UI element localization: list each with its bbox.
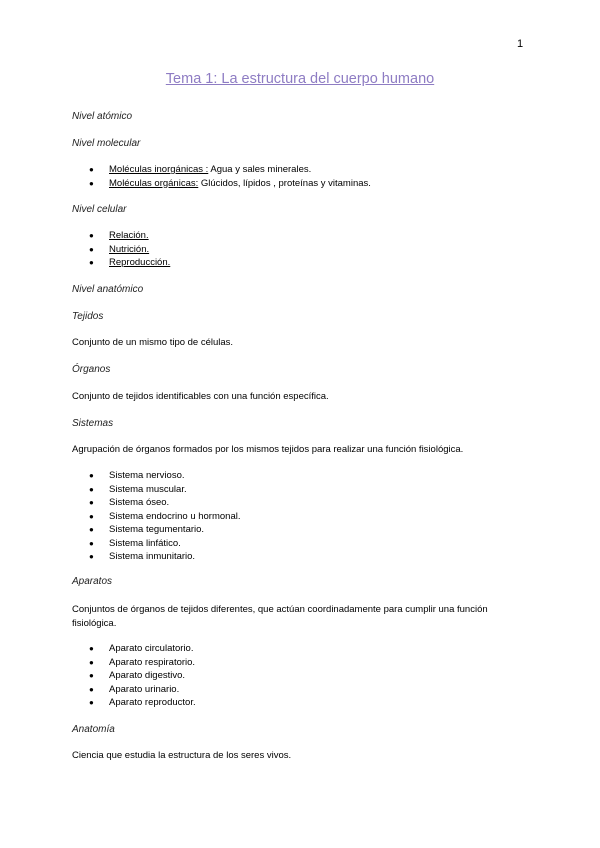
bullet-icon: ● [89,178,94,188]
tejidos-definition: Conjunto de un mismo tipo de células. [72,337,234,348]
bullet-icon: ● [89,552,94,561]
heading-nivel-molecular: Nivel molecular [72,138,141,149]
list-item [72,256,170,270]
list-item [72,537,241,551]
bullet-icon: ● [89,498,94,507]
list-item [72,550,241,564]
item-text: Aparato respiratorio. [109,656,196,668]
bullet-icon: ● [89,671,94,680]
heading-nivel-atomico: Nivel atómico [72,111,133,122]
bullet-icon: ● [89,244,94,254]
list-item [72,669,196,683]
list-item [72,696,196,710]
heading-organos: Órganos [72,364,111,375]
bullet-icon: ● [89,644,94,653]
page-number: 1 [517,38,524,50]
bullet-icon: ● [89,511,94,521]
molecular-list [72,163,371,190]
aparatos-definition: Conjuntos de órganos de tejidos diferentes, que actúan coordinadamente para cumplir una función fisiológica. [72,604,488,629]
bullet-icon: ● [89,165,94,174]
list-item [72,683,196,697]
bullet-icon: ● [89,698,94,707]
anatomia-definition: Ciencia que estudia la estructura de los seres vivos. [72,750,292,761]
item-text: Sistema óseo. [109,497,170,508]
bullet-icon: ● [89,231,94,240]
heading-anatomia: Anatomía [72,724,115,735]
item-text: Sistema linfático. [109,537,181,549]
sistemas-definition: Agrupación de órganos formados por los mismos tejidos para realizar una función fisiológica. [72,444,464,455]
heading-tejidos: Tejidos [72,311,104,322]
item-text: Glúcidos, lípidos , proteínas y vitaminas. [198,177,371,189]
list-item [72,229,170,243]
item-text: Aparato circulatorio. [109,643,194,654]
item-text: Sistema muscular. [109,483,187,495]
heading-aparatos: Aparatos [72,576,113,587]
bullet-icon: ● [89,657,94,667]
item-text: Aparato reproductor. [109,697,196,708]
heading-nivel-anatomico: Nivel anatómico [72,284,144,295]
item-text: Sistema inmunitario. [109,551,196,562]
list-item [72,656,196,670]
list-item [72,469,241,483]
item-text: Sistema endocrino u hormonal. [109,510,241,522]
item-label: Moléculas orgánicas: [109,177,199,189]
list-item [72,243,170,257]
item-text: Aparato urinario. [109,683,180,695]
heading-sistemas: Sistemas [72,418,114,429]
list-item [72,496,241,510]
item-text: Aparato digestivo. [109,670,186,681]
item-text: Agua y sales minerales. [208,164,312,175]
item-text: Nutrición. [109,243,150,255]
bullet-icon: ● [89,538,94,548]
organos-definition: Conjunto de tejidos identificables con una función específica. [72,391,329,402]
item-text: Reproducción. [109,257,171,268]
page-title: Tema 1: La estructura del cuerpo humano [165,71,435,87]
item-text: Sistema nervioso. [109,470,185,481]
list-item [72,642,196,656]
sistemas-list [72,469,241,564]
heading-nivel-celular: Nivel celular [72,204,127,215]
list-item [72,163,371,177]
bullet-icon: ● [89,258,94,267]
list-item [72,483,241,497]
bullet-icon: ● [89,471,94,480]
bullet-icon: ● [89,525,94,534]
item-label: Moléculas inorgánicas : [109,164,209,175]
celular-list [72,229,170,270]
bullet-icon: ● [89,484,94,494]
list-item [72,510,241,524]
item-text: Sistema tegumentario. [109,524,205,535]
list-item [72,177,371,191]
list-item [72,523,241,537]
item-text: Relación. [109,230,149,241]
aparatos-list [72,642,196,710]
bullet-icon: ● [89,684,94,694]
